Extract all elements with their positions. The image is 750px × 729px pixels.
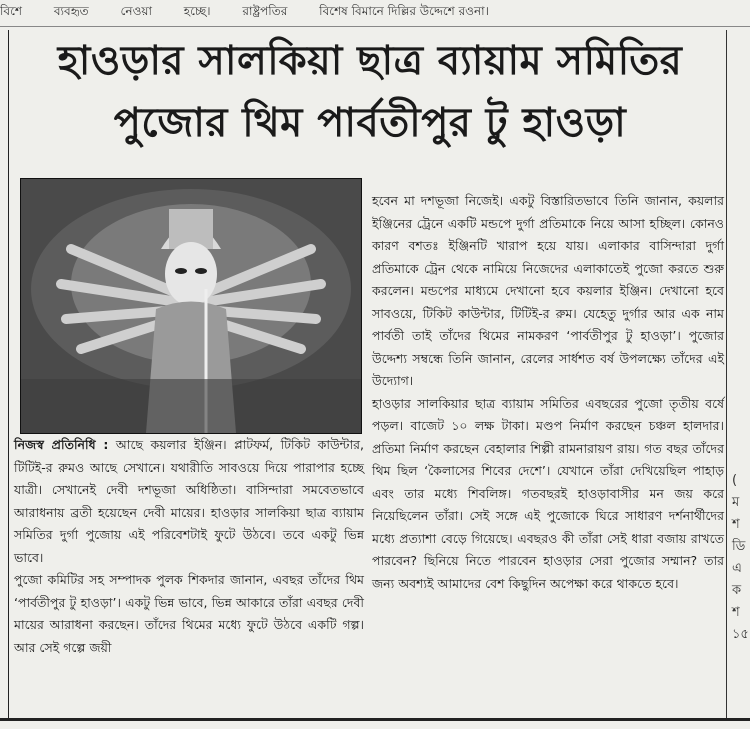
edge-char: ক (732, 583, 742, 598)
bottom-rule (0, 718, 750, 721)
strip-fragment: নেওয়া (120, 4, 152, 18)
edge-char: শ (732, 605, 740, 620)
article-paragraph: হাওড়ার সালকিয়ার ছাত্র ব্যায়াম সমিতির এবছরের পুজো তৃতীয় বর্ষে পড়ল। বাজেট ১০ লক্ষ টাকা। মণ্ডপ নির্মাণ করছেন চঞ্চল হালদার। প্রতিমা নির্মাণ করছেন বেহালার শিল্পী রামনারায়ণ রায়। গত বছর তাঁদের থিম ছিল ‘কৈলাসের শিবের দেশে’। যেখানে তাঁরা দেখিয়েছিল পাহাড় এবং তার মধ্যে শিবলিঙ্গ। গতবছরই হাওড়াবাসীর মন জয় করে নিয়েছিলেন তাঁরা। সেই সঙ্গে এই পুজোকে ঘিরে সাধারণ দর্শনার্থীদের মধ্যে প্রত্যাশা বেড়ে গিয়েছে। এবছরও কী তাঁরা সেই ধারা বজায় রাখতে পারবেন? ছিনিয়ে নিতে পারবেন হাওড়ার সেরা পুজোর সম্মান? তার জন্য অবশ্যই আমাদের বেশ কিছুদিন অপেক্ষা করে থাকতে হবে। (372, 395, 724, 591)
edge-char: ( (732, 473, 738, 488)
article-column-left (14, 434, 364, 659)
headline-line-2: পুজোর থিম পার্বতীপুর টু হাওড়া (113, 99, 627, 146)
edge-char: ম (732, 495, 740, 510)
article-paragraph (14, 434, 364, 569)
article-column-right (372, 190, 724, 595)
strip-fragment: বিশে (0, 4, 23, 18)
paragraph-text: আছে কয়লার ইঞ্জিন। প্লাটফর্ম, টিকিট কাউন্টার, টিটিই-র রুমও আছে সেখানে। যথারীতি সাবওয়ে দিয়ে পারাপার হচ্ছে যাত্রী। সেখানেই দেবী দশভূজা অধিষ্ঠিতা। বাসিন্দারা সমবেতভাবে আরাধনায় ব্রতী হয়েছেন দেবী মায়ের। হাওড়ার সালকিয়া ছাত্র ব্যায়াম সমিতির দুর্গা পুজোয় এই পরিবেশটাই ফুটে উঠবে। তবে একটু ভিন্ন ভাবে। (14, 437, 364, 565)
article-headline (14, 30, 726, 154)
column-rule-left (8, 30, 9, 720)
strip-fragment: হচ্ছে। (183, 4, 211, 18)
idol-illustration (21, 179, 361, 433)
edge-char: শ (732, 517, 740, 532)
byline: নিজস্ব প্রতিনিধি : (14, 437, 109, 452)
strip-fragment: রাষ্ট্রপতির (242, 4, 288, 18)
strip-fragment: বিশেষ বিমানে দিল্লির উদ্দেশে রওনা। (319, 4, 489, 18)
adjacent-column-fragment (732, 470, 750, 646)
article-paragraph: হবেন মা দশভূজা নিজেই। একটু বিস্তারিতভাবে তিনি জানান, কয়লার ইঞ্জিনের ট্রেনে একটি মন্ডপে দুর্গা প্রতিমাকে নিয়ে আসা হচ্ছিল। কোনও কারণ বশতঃ ইঞ্জিনটি খারাপ হয়ে যায়। এলাকার বাসিন্দারা দুর্গা প্রতিমাকে ট্রেন থেকে নামিয়ে নিজেদের এলাকাতেই পুজো করতে শুরু করলেন। মন্ডপের মাধ্যমে দেখানো হবে কয়লার ইঞ্জিন। দেখানো হবে সাবওয়ে, টিকিট কাউন্টার, টিটিই-র রুম। যেহেতু দুর্গার আর এক নাম পার্বতী তাই তাঁদের থিমের নামকরণ ‘পার্বতীপুর টু হাওড়া’। পুজোর উদ্দেশ্য সম্বন্ধে তিনি জানান, রেলের সার্ধশত বর্ষ উপলক্ষ্যে তাঁদের এই উদ্যোগ। (372, 193, 724, 388)
column-rule-right (726, 30, 727, 720)
durga-idol-photo (20, 178, 362, 434)
edge-char: ডি (732, 539, 746, 554)
strip-fragment: ব্যবহৃত (53, 4, 89, 18)
previous-article-strip (0, 0, 750, 27)
edge-char: এ (732, 561, 742, 576)
article-paragraph: পুজো কমিটির সহ সম্পাদক পুলক শিকদার জানান, এবছর তাঁদের থিম ‘পার্বতীপুর টু হাওড়া’। একটু ভিন্ন ভাবে, ভিন্ন আকারে তাঁরা এবছর দেবী মায়ের আরাধনা করছেন। তাঁদের থিমের মধ্যে ফুটে উঠবে একটি গল্প। আর সেই গল্পে জয়ী (14, 572, 364, 655)
edge-char: ১৫ (732, 627, 749, 642)
headline-line-1: হাওড়ার সালকিয়া ছাত্র ব্যায়াম সমিতির (57, 37, 683, 84)
